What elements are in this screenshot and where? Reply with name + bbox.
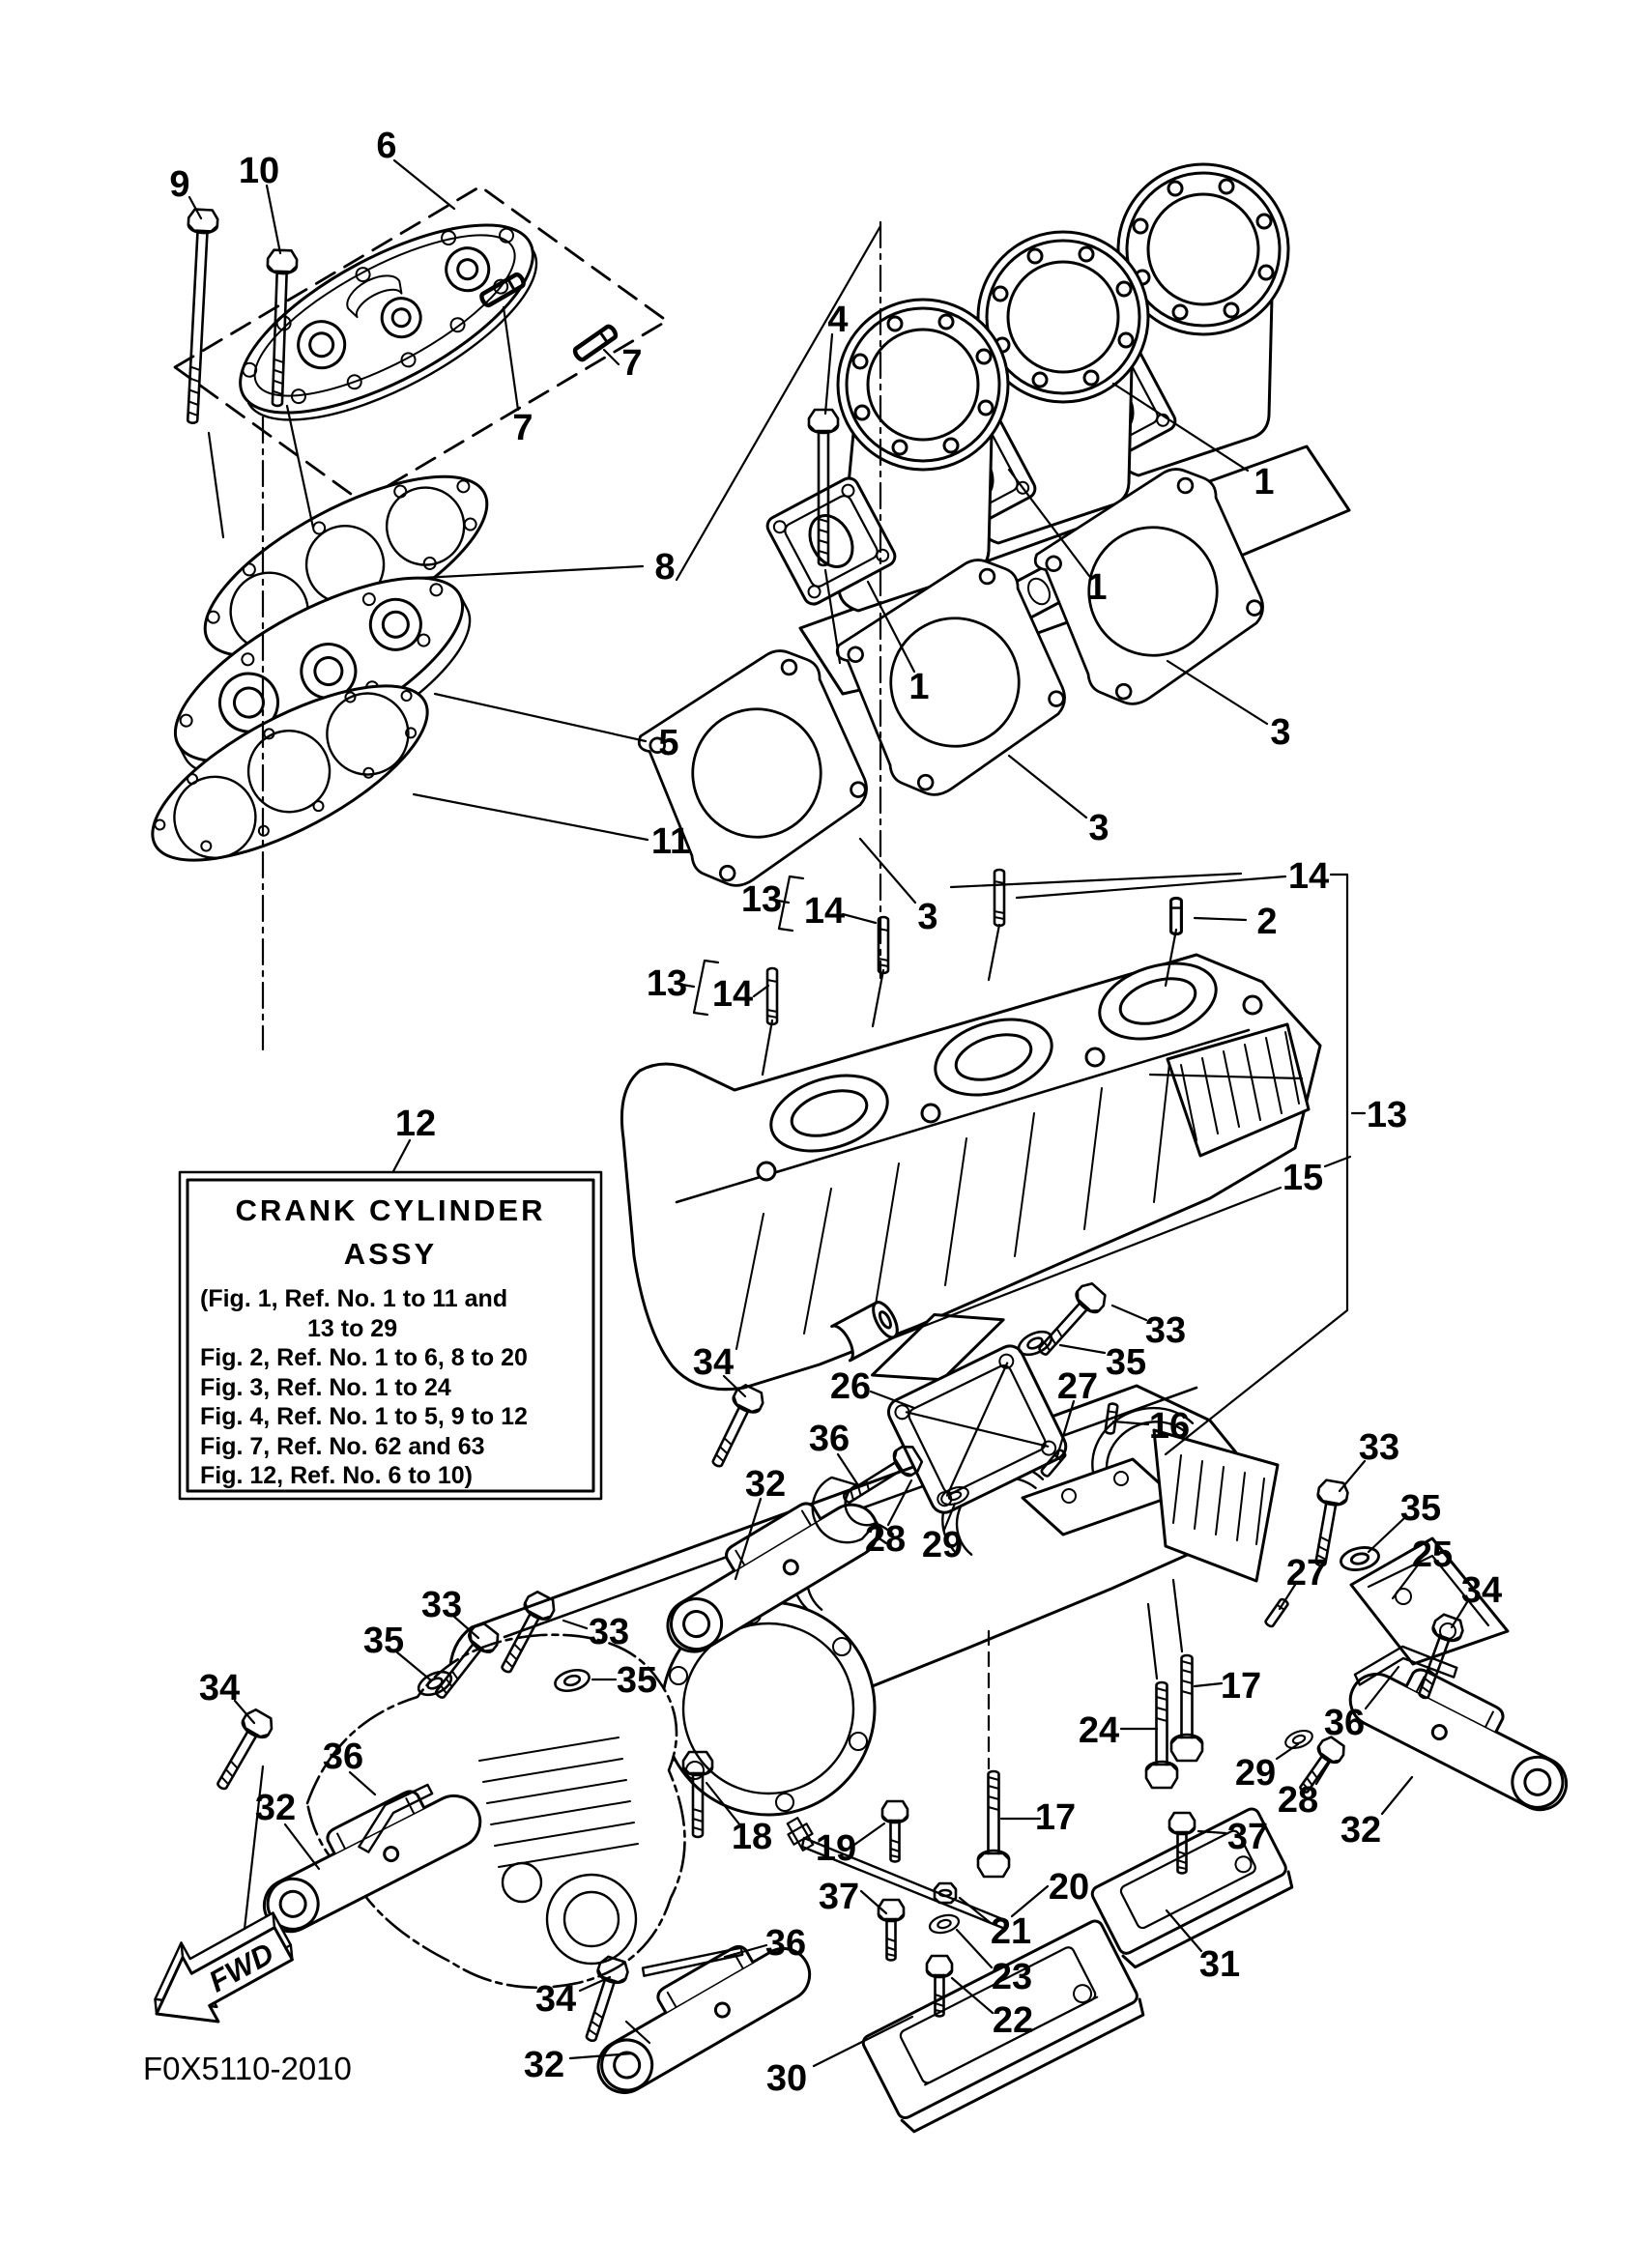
callout-ref-10: 10 bbox=[238, 151, 280, 191]
info-box-line-2: Fig. 2, Ref. No. 1 to 6, 8 to 20 bbox=[200, 1344, 528, 1371]
callout-ref-25: 25 bbox=[1411, 1535, 1454, 1575]
callout-ref-13: 13 bbox=[1366, 1095, 1408, 1135]
callout-ref-19: 19 bbox=[815, 1828, 857, 1869]
callout-ref-35: 35 bbox=[616, 1660, 658, 1701]
info-box-title-line2: ASSY bbox=[343, 1237, 438, 1271]
info-box-line-6: Fig. 12, Ref. No. 6 to 10) bbox=[200, 1462, 473, 1489]
callout-ref-34: 34 bbox=[692, 1342, 735, 1383]
callout-ref-34: 34 bbox=[1460, 1570, 1503, 1611]
callout-ref-32: 32 bbox=[744, 1464, 787, 1505]
fwd-label: FWD bbox=[203, 1936, 280, 1999]
callout-ref-31: 31 bbox=[1198, 1944, 1241, 1985]
callout-ref-3: 3 bbox=[1270, 712, 1291, 753]
bolt-part34-b bbox=[704, 1383, 767, 1472]
callout-ref-17: 17 bbox=[1034, 1797, 1077, 1838]
callout-ref-33: 33 bbox=[588, 1612, 630, 1652]
washer-part23 bbox=[928, 1912, 961, 1936]
engine-mount-part32-right bbox=[1341, 1646, 1585, 1819]
callout-ref-1: 1 bbox=[1086, 567, 1108, 608]
washer-part29-b bbox=[1283, 1728, 1315, 1752]
callout-ref-35: 35 bbox=[1105, 1342, 1147, 1383]
callout-ref-13: 13 bbox=[646, 963, 688, 1004]
callout-ref-29: 29 bbox=[1234, 1753, 1277, 1794]
callout-ref-32: 32 bbox=[254, 1788, 297, 1828]
callout-ref-13: 13 bbox=[740, 879, 783, 920]
callout-ref-5: 5 bbox=[658, 723, 679, 763]
callout-ref-21: 21 bbox=[990, 1911, 1032, 1952]
callout-ref-3: 3 bbox=[917, 897, 938, 937]
callout-ref-7: 7 bbox=[621, 343, 643, 384]
callout-ref-1: 1 bbox=[1254, 462, 1275, 502]
stud-part14-c bbox=[994, 870, 1004, 926]
bolt-part34-a bbox=[209, 1707, 276, 1794]
callout-ref-34: 34 bbox=[198, 1668, 241, 1708]
callout-ref-16: 16 bbox=[1148, 1406, 1191, 1447]
figure-code: F0X5110-2010 bbox=[143, 2051, 352, 2086]
callout-ref-14: 14 bbox=[1287, 856, 1330, 897]
info-box-line-1: 13 to 29 bbox=[307, 1315, 398, 1342]
callout-ref-27: 27 bbox=[1056, 1366, 1099, 1407]
breather-cover-part6 bbox=[215, 188, 563, 457]
callout-ref-33: 33 bbox=[1358, 1427, 1400, 1468]
callout-ref-11: 11 bbox=[650, 821, 691, 862]
callout-ref-17: 17 bbox=[1220, 1666, 1262, 1707]
callout-ref-12: 12 bbox=[394, 1104, 437, 1144]
bolt-part9 bbox=[178, 209, 218, 423]
callout-ref-27: 27 bbox=[1285, 1553, 1328, 1593]
callout-ref-8: 8 bbox=[654, 547, 676, 588]
callout-ref-23: 23 bbox=[991, 1957, 1033, 1997]
callout-ref-3: 3 bbox=[1088, 808, 1110, 848]
pin-part27-b bbox=[1264, 1598, 1288, 1628]
callout-ref-34: 34 bbox=[534, 1979, 577, 2020]
callout-ref-36: 36 bbox=[808, 1419, 850, 1459]
callout-ref-15: 15 bbox=[1282, 1158, 1324, 1198]
callout-ref-32: 32 bbox=[523, 2045, 565, 2085]
callout-ref-36: 36 bbox=[1323, 1703, 1366, 1743]
callout-ref-33: 33 bbox=[420, 1585, 463, 1625]
callout-ref-1: 1 bbox=[908, 667, 930, 707]
bolt-part17-center bbox=[978, 1771, 1009, 1877]
callout-ref-35: 35 bbox=[362, 1621, 405, 1661]
callout-ref-32: 32 bbox=[1340, 1810, 1382, 1851]
info-box-line-3: Fig. 3, Ref. No. 1 to 24 bbox=[200, 1374, 451, 1401]
bolt-part24 bbox=[1146, 1682, 1177, 1788]
bolt-part19 bbox=[882, 1801, 908, 1862]
callout-ref-2: 2 bbox=[1256, 902, 1278, 942]
callout-ref-14: 14 bbox=[711, 974, 754, 1015]
stud-part14-b bbox=[767, 968, 777, 1024]
callout-ref-37: 37 bbox=[818, 1877, 860, 1917]
bolt-part17-right bbox=[1171, 1655, 1202, 1761]
callout-ref-33: 33 bbox=[1144, 1310, 1187, 1351]
info-box-line-4: Fig. 4, Ref. No. 1 to 5, 9 to 12 bbox=[200, 1403, 528, 1430]
callout-ref-18: 18 bbox=[731, 1817, 773, 1857]
callout-ref-4: 4 bbox=[827, 300, 849, 340]
callout-ref-37: 37 bbox=[1226, 1817, 1269, 1857]
callout-ref-36: 36 bbox=[764, 1923, 807, 1964]
callout-ref-30: 30 bbox=[765, 2058, 808, 2099]
callout-ref-14: 14 bbox=[803, 891, 846, 932]
callout-ref-28: 28 bbox=[1277, 1780, 1319, 1821]
callout-ref-24: 24 bbox=[1078, 1710, 1120, 1751]
info-box-line-0: (Fig. 1, Ref. No. 1 to 11 and bbox=[200, 1285, 508, 1312]
callout-ref-28: 28 bbox=[864, 1519, 907, 1560]
callout-ref-22: 22 bbox=[992, 2000, 1034, 2041]
callout-ref-35: 35 bbox=[1399, 1488, 1442, 1529]
callout-ref-6: 6 bbox=[376, 126, 397, 166]
callout-ref-36: 36 bbox=[322, 1737, 364, 1777]
callout-ref-7: 7 bbox=[512, 408, 533, 448]
callout-ref-9: 9 bbox=[169, 164, 190, 205]
callout-ref-20: 20 bbox=[1048, 1867, 1090, 1908]
washer-part35-d bbox=[1339, 1544, 1380, 1573]
info-box-line-5: Fig. 7, Ref. No. 62 and 63 bbox=[200, 1433, 485, 1460]
callout-ref-26: 26 bbox=[829, 1366, 872, 1407]
info-box-title-line1: CRANK CYLINDER bbox=[235, 1193, 546, 1227]
callout-ref-29: 29 bbox=[921, 1525, 964, 1565]
